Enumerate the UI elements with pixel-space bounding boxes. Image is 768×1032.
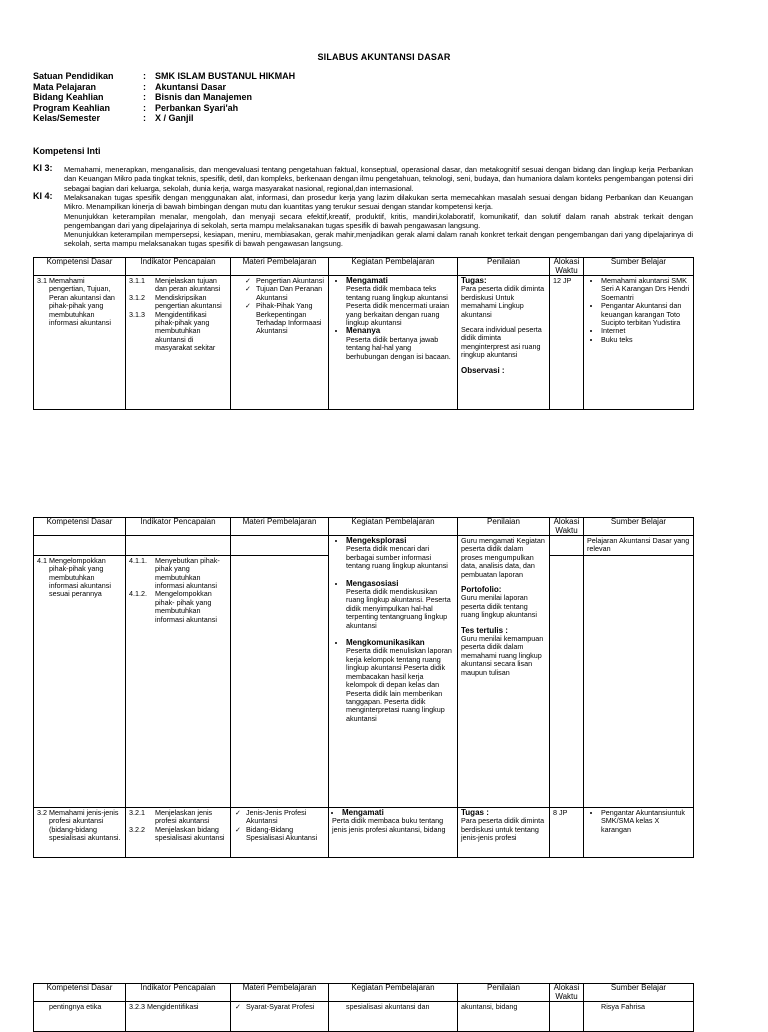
- alokasi-cell: 12 JP: [550, 276, 584, 410]
- header-kegiatan: Kegiatan Pembelajaran: [329, 518, 458, 536]
- kd-cell: [34, 536, 126, 556]
- header-alokasi: Alokasi Waktu: [550, 518, 584, 536]
- identity-row: [33, 92, 295, 103]
- ki4-label: KI 4:: [33, 191, 53, 201]
- header-materi: Materi Pembelajaran: [231, 258, 329, 276]
- materi-item: ✓ Jenis-Jenis Profesi Akuntansi: [246, 809, 325, 826]
- indikator-item: [129, 294, 227, 311]
- penilaian-text: Guru menilai laporan peserta didik tentang ruang lingkup akuntansi: [461, 593, 537, 620]
- identity-row: [33, 71, 295, 82]
- kd-cell: [34, 555, 126, 807]
- penilaian-cell: [458, 276, 550, 410]
- penilaian-cell: [458, 536, 550, 808]
- identity-sep: :: [143, 71, 146, 81]
- kegiatan-text: Peserta didik mendiskusikan ruang lingkup akuntansi. Peserta didik menyimpulkan hal-hal terpenting tentangruang lingkup akuntansi: [346, 587, 451, 630]
- materi-item: ✓ Syarat-Syarat Profesi: [246, 1003, 325, 1011]
- table-row: [34, 536, 694, 556]
- materi-cell: [231, 1002, 329, 1032]
- identity-label: Program Keahlian: [33, 102, 111, 113]
- indikator-text: Menjelaskan jenis profesi akuntansi: [155, 807, 213, 826]
- header-kegiatan: Kegiatan Pembelajaran: [329, 984, 458, 1002]
- penilaian-text: Para peserta didik diminta berdiskusi untuk tentang jenis-jenis profesi: [461, 816, 545, 843]
- kegiatan-item: [346, 327, 454, 361]
- header-alokasi: Alokasi Waktu: [550, 258, 584, 276]
- identity-value: Perbankan Syari'ah: [155, 102, 239, 113]
- kegiatan-heading: Mengkomunikasikan: [346, 638, 425, 648]
- identity-row: [33, 103, 295, 114]
- sumber-cell: Pelajaran Akuntansi Dasar yang relevan: [584, 536, 694, 556]
- indikator-item: [129, 809, 227, 826]
- materi-item: ✓ Bidang-Bidang Spesialisasi Akuntansi: [246, 826, 325, 843]
- sumber-item: • Buku teks: [601, 336, 690, 344]
- sumber-cell: [584, 1002, 694, 1032]
- indikator-number: 3.1.2: [129, 292, 145, 302]
- kegiatan-text: Peserta didik mencari dari berbagai sumber informasi tentang ruang lingkup akuntansi: [346, 544, 448, 571]
- header-materi: Materi Pembelajaran: [231, 984, 329, 1002]
- kegiatan-heading: Mengeksplorasi: [346, 536, 407, 545]
- kegiatan-heading: Mengasosiasi: [346, 578, 399, 588]
- kegiatan-text: Peserta didik bertanya jawab tentang hal-hal yang berhubungan dengan isi bacaan.: [346, 334, 451, 361]
- penilaian-cell: [458, 807, 550, 857]
- indikator-number: 3.2.1: [129, 807, 145, 817]
- kd-text: 4.1 Mengelompokkan pihak-pihak yang membutuhkan informasi akuntansi sesuai perannya: [37, 555, 111, 599]
- indikator-text: Menjelaskan bidang spesialisasi akuntansi: [155, 824, 225, 843]
- identity-value: Akuntansi Dasar: [155, 81, 227, 92]
- penilaian-heading: Portofolio:: [461, 585, 502, 595]
- identity-sep: :: [143, 102, 146, 113]
- kegiatan-item: [346, 639, 454, 723]
- table-header-row: [34, 984, 694, 1002]
- sumber-cell: [584, 555, 694, 807]
- kegiatan-heading: Mengamati: [342, 807, 384, 817]
- sumber-item: • Pengantar Akuntansiuntuk SMK/SMA kelas X karangan: [601, 809, 690, 834]
- ki4-text-3: Menunjukkan keterampilan mempersepsi, kesiapan, meniru, membiasakan, gerak mahir,menjadikan gerak alami dalam ranah konkret terkait dengan pengembangan dari yang dipelajarinya di sekolah, serta mampu melaksanakan tugas spesifik di bawah pengawasan langsung.: [64, 230, 693, 249]
- indikator-cell: [126, 276, 231, 410]
- indikator-text: Menyebutkan pihak-pihak yang membutuhkan informasi akuntansi: [155, 555, 220, 591]
- header-penilaian: Penilaian: [458, 518, 550, 536]
- materi-cell: [231, 807, 329, 857]
- penilaian-heading: Observasi :: [461, 365, 505, 375]
- kd-text: 3.1 Memahami pengertian, Tujuan, Peran akuntansi dan pihak-pihak yang membutuhkan informasi akuntansi: [37, 276, 115, 328]
- indikator-item: [129, 277, 227, 294]
- sumber-cell: [584, 807, 694, 857]
- alokasi-cell: [550, 1002, 584, 1032]
- penilaian-text: Para peserta didik diminta berdiskusi Untuk memahami Lingkup akuntansi: [461, 284, 545, 319]
- kegiatan-cell: [329, 1002, 458, 1032]
- kd-cell: [34, 1002, 126, 1032]
- materi-item: ✓ Pihak-Pihak Yang Berkepentingan Terhadap Informaasi Akuntansi: [256, 302, 325, 336]
- indikator-text: Mengidentifikasi pihak-pihak yang membutuhkan akuntansi di masyarakat sekitar: [155, 309, 216, 353]
- kd-text: 3.2 Memahami jenis-jenis profesi akuntansi (bidang-bidang spesialisasi akuntansi.: [37, 807, 121, 843]
- materi-cell: [231, 555, 329, 807]
- silabus-table-2: [33, 517, 694, 858]
- identity-sep: :: [143, 113, 146, 123]
- alokasi-cell: [550, 536, 584, 556]
- identity-row: [33, 113, 295, 124]
- ki4-text-1: Melaksanakan tugas spesifik dengan menggunakan alat, informasi, dan prosedur kerja yang lazim dilakukan serta memecahkan masalah sesuai dengan bidang Perbankan dan Keuangan Mikro. Menampilkan kinerja di bawah bimbingan dengan mutu dan kuantitas yang terukur sesuai dengan standar kompetensi kerja.: [64, 193, 693, 212]
- indikator-number: 4.1.2.: [129, 589, 147, 599]
- header-kegiatan: Kegiatan Pembelajaran: [329, 258, 458, 276]
- silabus-table-3: [33, 983, 694, 1032]
- kegiatan-item: [346, 277, 454, 327]
- indikator-text: Menjelaskan tujuan dan peran akuntansi: [155, 276, 221, 294]
- identity-row: [33, 82, 295, 93]
- indikator-item: [129, 557, 227, 591]
- silabus-table-1: [33, 257, 694, 410]
- header-kd: Kompetensi Dasar: [34, 984, 126, 1002]
- table-row: [34, 1002, 694, 1032]
- kd-text: pentingnya etika: [49, 1002, 102, 1011]
- kegiatan-cell: [329, 807, 458, 857]
- ki-heading: Kompetensi Inti: [33, 146, 101, 156]
- indikator-number: 3.2.2: [129, 824, 145, 834]
- kegiatan-text: Peserta didik menuliskan laporan kerja kelompok tentang ruang lingkup akuntansi Peserta didik membacakan hasil kerja kelompok di depan kelas dan Peserta didik lain memberikan tanggapan. Peserta didik menginterpretasi ruang lingkup akuntansi: [346, 646, 452, 723]
- document-title: SILABUS AKUNTANSI DASAR: [317, 52, 451, 62]
- indikator-text: Mengelompokkan pihak- pihak yang membutuhkan informasi akuntansi: [155, 589, 217, 624]
- ki4-block: [33, 193, 693, 249]
- header-sumber: Sumber Belajar: [584, 984, 694, 1002]
- indikator-item: [129, 311, 227, 353]
- identity-value: X / Ganjil: [155, 113, 194, 123]
- kegiatan-item: [346, 580, 454, 630]
- table-row: [34, 807, 694, 857]
- indikator-cell: [126, 807, 231, 857]
- kegiatan-heading: Mengamati: [346, 276, 388, 285]
- materi-item: ✓ Pengertian Akuntansi: [256, 277, 325, 285]
- materi-cell: [231, 276, 329, 410]
- header-sumber: Sumber Belajar: [584, 258, 694, 276]
- alokasi-cell: 8 JP: [550, 807, 584, 857]
- sumber-text: Risya Fahrisa: [601, 1002, 645, 1011]
- indikator-number: 3.1.3: [129, 309, 145, 319]
- penilaian-text: Secara individual peserta didik diminta menginterprest asi ruang ringkup akuntansi: [461, 325, 542, 360]
- sumber-item: • Memahami akuntansi SMK Seri A Karangan Drs Hendri Soemantri: [601, 277, 690, 302]
- header-indikator: Indikator Pencapaian: [126, 518, 231, 536]
- sumber-cell: [584, 276, 694, 410]
- penilaian-heading: Tugas :: [461, 807, 489, 817]
- identity-sep: :: [143, 92, 146, 102]
- kegiatan-heading: Menanya: [346, 326, 381, 336]
- kegiatan-text: Peserta didik membaca teks tentang ruang lingkup akuntansi Peserta didik mencermati uraian yang berkaitan dengan ruang lingkup akuntansi: [346, 284, 450, 328]
- header-kd: Kompetensi Dasar: [34, 518, 126, 536]
- sumber-item: • Pengantar Akuntansi dan keuangan karangan Toto Sucipto terbitan Yudistira: [601, 302, 690, 327]
- indikator-cell: 3.2.3 Mengidentifikasi: [126, 1002, 231, 1032]
- penilaian-heading: Tugas:: [461, 276, 487, 285]
- header-materi: Materi Pembelajaran: [231, 518, 329, 536]
- header-kd: Kompetensi Dasar: [34, 258, 126, 276]
- kegiatan-text: spesialisasi akuntansi dan: [346, 1002, 430, 1011]
- materi-cell: [231, 536, 329, 556]
- header-penilaian: Penilaian: [458, 984, 550, 1002]
- identity-block: [33, 71, 295, 124]
- ki3-label: KI 3:: [33, 163, 53, 173]
- identity-label: Mata Pelajaran: [33, 81, 97, 92]
- ki3-text: Memahami, menerapkan, menganalisis, dan mengevaluasi tentang pengetahuan faktual, konseptual, operasional dasar, dan metakognitif sesuai dengan bidang dan lingkup kerja Perbankan dan Keuangan Mikro pada tingkat teknis, spesifik, detil, dan kompleks, berkenaan dengan ilmu pengetahuan, teknologi, seni, budaya, dan humaniora dalam konteks pengembangan potensi diri sebagai bagian dari keluarga, sekolah, dunia kerja, warga masyarakat nasional, regional,dan internasional.: [64, 165, 693, 193]
- indikator-item: [129, 826, 227, 843]
- kd-cell: [34, 807, 126, 857]
- identity-value: SMK ISLAM BUSTANUL HIKMAH: [155, 71, 296, 81]
- sumber-item: • Internet: [601, 327, 690, 335]
- indikator-number: 4.1.1.: [129, 555, 147, 565]
- table-header-row: [34, 258, 694, 276]
- header-sumber: Sumber Belajar: [584, 518, 694, 536]
- identity-value: Bisnis dan Manajemen: [155, 92, 253, 102]
- indikator-number: 3.1.1: [129, 276, 145, 285]
- penilaian-text: Guru menilai kemampuan peserta didik dalam memahami ruang lingkup akuntansi secara lisan maupun tulisan: [461, 634, 544, 677]
- penilaian-cell: akuntansi, bidang: [458, 1002, 550, 1032]
- indikator-item: [129, 590, 227, 624]
- materi-item: ✓ Tujuan Dan Peranan Akuntansi: [256, 285, 325, 302]
- header-indikator: Indikator Pencapaian: [126, 258, 231, 276]
- kegiatan-cell: [329, 536, 458, 808]
- indikator-cell: [126, 555, 231, 807]
- header-alokasi: Alokasi Waktu: [550, 984, 584, 1002]
- ki3-block: [33, 165, 693, 193]
- table-header-row: [34, 518, 694, 536]
- alokasi-cell: [550, 555, 584, 807]
- identity-label: Satuan Pendidikan: [33, 71, 114, 81]
- table-row: [34, 276, 694, 410]
- penilaian-text: Guru mengamati Kegiatan peserta didik dalam proses mengumpulkan data, analisis data, dan pembuatan laporan: [461, 536, 545, 579]
- header-penilaian: Penilaian: [458, 258, 550, 276]
- header-indikator: Indikator Pencapaian: [126, 984, 231, 1002]
- identity-sep: :: [143, 81, 146, 92]
- identity-label: Kelas/Semester: [33, 113, 101, 123]
- kegiatan-text: Perta didik membaca buku tentang jenis jenis profesi akuntansi, bidang: [332, 816, 446, 834]
- kegiatan-item: [346, 537, 454, 571]
- ki4-text-2: Menunjukkan keterampilan menalar, mengolah, dan menyaji secara efektif,kreatif, produktif, kritis, mandiri,kolaboratif, komunikatif, dan solutif dalam ranah abstrak terkait dengan pengembangan dari yang dipelajarinya di sekolah, serta mampu melaksanakan tugas spesifik di bawah pengawasan langsung.: [64, 211, 693, 230]
- kegiatan-cell: [329, 276, 458, 410]
- indikator-text: Mendiskripsikan pengertian akuntansi: [155, 292, 222, 311]
- indikator-cell: [126, 536, 231, 556]
- penilaian-heading: Tes tertulis :: [461, 625, 508, 635]
- kd-cell: [34, 276, 126, 410]
- identity-label: Bidang Keahlian: [33, 92, 104, 102]
